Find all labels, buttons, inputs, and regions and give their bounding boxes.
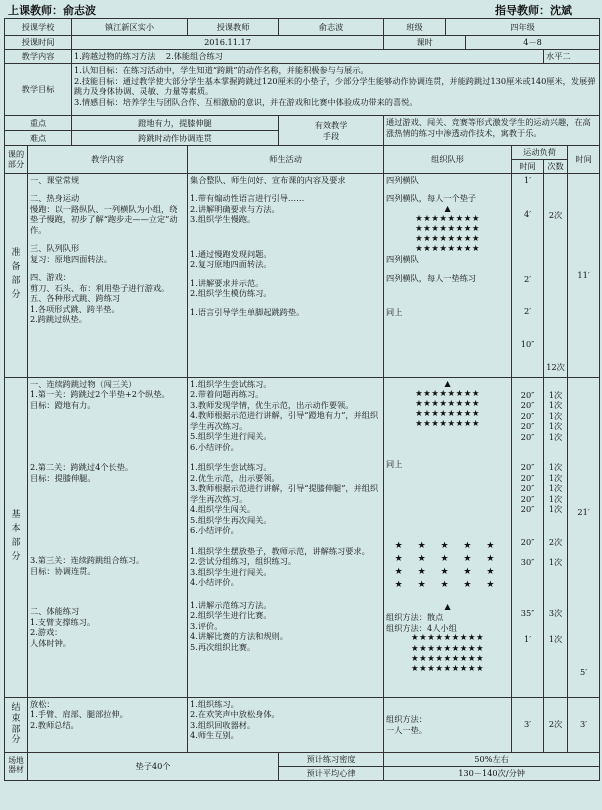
end-formation bbox=[384, 697, 512, 752]
basic-content-line: 2.第二关：跨跳过4个长垫。 bbox=[30, 462, 134, 472]
basic-activity-line: 2.优生示范，出示要领。 bbox=[190, 472, 280, 483]
col-activity: 师生活动 bbox=[188, 146, 384, 174]
basic-activity-line: 2.带着问题再练习。 bbox=[190, 389, 264, 399]
basic-content-line: 1.支臂支撑练习。 bbox=[30, 616, 96, 627]
load-count: 1次 bbox=[548, 421, 563, 431]
load-count: 1次 bbox=[548, 389, 563, 400]
content-label: 教学内容 bbox=[5, 50, 72, 64]
basic-activity-line: 1.组织学生尝试练习。 bbox=[190, 462, 272, 472]
basic-activity-line: 4.讲解比赛的方法和规则。 bbox=[190, 631, 288, 641]
load-time: 1′ bbox=[524, 174, 532, 185]
basic-activity-line: 2.尝试分组练习，组织练习。 bbox=[190, 556, 297, 566]
period-value: 4－8 bbox=[466, 36, 600, 50]
load-time: 2′ bbox=[524, 273, 532, 284]
prep-activity-line: 1.讲解要求并示范。 bbox=[190, 277, 264, 288]
col-load-time: 时间 bbox=[512, 160, 544, 174]
grade-value: 四年级 bbox=[446, 19, 600, 36]
teacher-label: 授课教师 bbox=[188, 19, 279, 36]
basic-activity-line: 3.教师根据示范进行讲解，引导“提膝伸腿”，并组织学生再次练习。 bbox=[190, 483, 379, 504]
basic-load-time bbox=[512, 377, 544, 697]
goals-text bbox=[72, 64, 600, 116]
load-count: 1次 bbox=[548, 557, 563, 567]
load-time: 20″ bbox=[520, 493, 535, 504]
load-time: 20″ bbox=[520, 389, 535, 400]
station-stars-icon: ★ ★ ★ ★ ★ ★ ★ ★ ★ ★ ★ ★ ★ ★ ★ ★ ★ ★ ★ ★ bbox=[394, 540, 501, 591]
load-time: 20″ bbox=[520, 483, 535, 493]
prep-activity-line: 1.通过慢跑发现问题。 bbox=[190, 248, 272, 259]
prep-content-line: 慢跑：以一路纵队、一列横队为小组，绕垫子慢跑，初步了解“跑步走——立定”动作。 bbox=[30, 203, 178, 235]
basic-content-line: 目标：协调连贯。 bbox=[30, 565, 96, 576]
grade-label: 班级 bbox=[384, 19, 446, 36]
teacher-triangle-icon: ▲ bbox=[444, 203, 451, 213]
prep-content-line: 二、热身运动 bbox=[30, 193, 80, 203]
goal-2: 2.技能目标：通过教学使大部分学生基本掌握跨跳过120厘米的小垫子，少部分学生能够动作协调连贯，并能跨跳过130厘米或140厘米，发展弹跳力及身体协调、灵敏、力量等素质。 bbox=[74, 75, 596, 96]
prep-activity-line: 1.语言引导学生单脚起跳跨垫。 bbox=[190, 306, 305, 317]
load-time: 20″ bbox=[520, 410, 535, 421]
col-load-count: 次数 bbox=[544, 160, 568, 174]
load-count: 3次 bbox=[548, 607, 563, 618]
basic-activity-line: 4.组织学生闯关。 bbox=[190, 504, 256, 514]
total-time: 21′ bbox=[577, 506, 590, 517]
basic-total-time bbox=[568, 377, 600, 697]
basic-activity-line: 3.组织学生进行闯关。 bbox=[190, 566, 272, 577]
prep-formation-line: 四列横队，每人一个垫子 bbox=[386, 193, 477, 203]
basic-content-line: 一、连续跨跳过物（闯三关） bbox=[30, 378, 137, 389]
prep-content-line: 复习：原地四面转法。 bbox=[30, 253, 112, 264]
student-grid-icon: ★★★★★★★★ ★★★★★★★★ ★★★★★★★★ ★★★★★★★★ bbox=[415, 388, 481, 430]
info-row-2 bbox=[5, 36, 600, 50]
end-load-time: 3′ bbox=[512, 697, 544, 752]
school-label: 授课学校 bbox=[5, 19, 72, 36]
prep-formation-line: 四列横队 bbox=[386, 254, 419, 265]
goals-row bbox=[5, 64, 600, 116]
load-time: 20″ bbox=[520, 421, 535, 431]
prep-activity-line: 集合整队、师生问好、宣布课的内容及要求 bbox=[190, 174, 346, 185]
prep-content-line: 剪刀、石头、布：利用垫子进行游戏。 bbox=[30, 282, 170, 293]
goal-1: 1.认知目标：在练习活动中，学生知道“跨跳”的动作名称，并能积极参与与展示。 bbox=[74, 65, 369, 75]
end-activity-line: 1.组织练习。 bbox=[190, 698, 239, 709]
load-count: 1次 bbox=[548, 431, 563, 442]
density-label: 预计练习密度 bbox=[279, 752, 384, 766]
load-count: 1次 bbox=[548, 410, 563, 421]
load-count: 1次 bbox=[548, 493, 563, 504]
col-header-row-1 bbox=[5, 146, 600, 160]
end-activity-line: 3.组织回收器材。 bbox=[190, 719, 256, 730]
basic-formation bbox=[384, 377, 512, 697]
load-time: 2′ bbox=[524, 306, 532, 316]
venue-label: 场地 器材 bbox=[5, 752, 28, 780]
teacher-triangle-icon: ▲ bbox=[444, 378, 451, 388]
basic-label: 基 本 部 分 bbox=[5, 377, 28, 697]
basic-activity-line: 5.再次组织比赛。 bbox=[190, 641, 256, 652]
basic-content-line: 1.第一关：跨跳过2个半垫+2个纵垫。 bbox=[30, 389, 170, 399]
col-total-time: 时间 bbox=[568, 146, 600, 174]
end-total-time: 3′ bbox=[568, 697, 600, 752]
info-row-1 bbox=[5, 19, 600, 36]
basic-content-line: 目标：提膝伸腿。 bbox=[30, 472, 96, 483]
load-count: 1次 bbox=[548, 400, 563, 410]
load-time: 30″ bbox=[520, 557, 535, 567]
basic-load-count bbox=[544, 377, 568, 697]
key-label: 重点 bbox=[5, 116, 72, 131]
difficulty-label: 难点 bbox=[5, 131, 72, 146]
basic-formation-line: 组织方法：散点 bbox=[386, 612, 444, 623]
prep-content-line: 1.各项形式跳、跨半垫。 bbox=[30, 303, 120, 314]
basic-formation-same: 同上 bbox=[386, 459, 403, 470]
key-row bbox=[5, 116, 600, 131]
col-load: 运动负荷 bbox=[512, 146, 568, 160]
time-label: 授课时间 bbox=[5, 36, 72, 50]
prep-content-line: 三、队列队形 bbox=[30, 243, 80, 253]
basic-activity-line: 4.小结评价。 bbox=[190, 577, 239, 587]
basic-formation-line: 组织方法：4人小组 bbox=[386, 622, 457, 633]
load-time: 20″ bbox=[520, 536, 535, 547]
end-activity bbox=[188, 697, 384, 752]
density-value: 50%左右 bbox=[384, 752, 600, 766]
prep-formation bbox=[384, 173, 512, 377]
load-time: 20″ bbox=[520, 462, 535, 472]
content-value: 1.跨越过物的练习方法 2.体能组合练习 bbox=[72, 50, 544, 64]
prep-content-line: 五、各种形式跳、跨练习 bbox=[30, 293, 121, 303]
load-time: 20″ bbox=[520, 472, 535, 483]
methods-text: 通过游戏、闯关、竞赛等形式激发学生的运动兴趣，在高涨热情的练习中渗透动作技术，寓教于乐。 bbox=[384, 116, 600, 146]
prep-content bbox=[28, 173, 188, 377]
venue-value: 垫子40个 bbox=[28, 752, 279, 780]
prep-load-time bbox=[512, 173, 544, 377]
prep-content-line: 2.跨跳过纵垫。 bbox=[30, 314, 87, 324]
difficulty-text: 跨跳时动作协调连贯 bbox=[72, 131, 279, 146]
basic-row bbox=[5, 377, 600, 697]
prep-content-line: 一、课堂常规 bbox=[30, 174, 80, 185]
col-formation: 组织队形 bbox=[384, 146, 512, 174]
end-activity-line: 4.师生互别。 bbox=[190, 730, 239, 740]
end-content-line: 放松： bbox=[30, 698, 55, 709]
prep-activity-line: 1.带有煽动性语言进行引导…… bbox=[190, 193, 305, 203]
basic-activity bbox=[188, 377, 384, 697]
prep-content-line: 四、游戏： bbox=[30, 272, 71, 282]
col-content: 教学内容 bbox=[28, 146, 188, 174]
basic-activity-line: 2.组织学生进行比赛。 bbox=[190, 610, 272, 620]
end-label: 结 束 部 分 bbox=[5, 697, 28, 752]
supervisor-heading: 指导教师：沈斌 bbox=[495, 4, 572, 17]
teacher-value: 俞志波 bbox=[279, 19, 384, 36]
basic-activity-line: 1.组织学生尝试练习。 bbox=[190, 378, 272, 389]
basic-activity-line: 5.组织学生进行闯关。 bbox=[190, 431, 272, 441]
teacher-heading: 上课教师：俞志波 bbox=[8, 4, 96, 17]
load-time: 35″ bbox=[520, 607, 535, 618]
goal-3: 3.情感目标：培养学生与团队合作、互相激励的意识，并在游戏和比赛中体验成功带来的喜悦。 bbox=[74, 96, 418, 107]
load-time: 1′ bbox=[524, 634, 532, 644]
basic-content-line: 人体时钟。 bbox=[30, 637, 71, 648]
basic-activity-line: 4.教师根据示范进行讲解，引导“蹬地有力”，并组织学生再次练习。 bbox=[190, 410, 379, 431]
basic-content-line: 目标：蹬地有力。 bbox=[30, 399, 96, 410]
prep-activity-line: 3.组织学生慢跑。 bbox=[190, 214, 256, 224]
prep-row bbox=[5, 173, 600, 377]
basic-content-line: 2.游戏： bbox=[30, 627, 63, 637]
period-label: 课时 bbox=[384, 36, 466, 50]
date-value: 2016.11.17 bbox=[72, 36, 384, 50]
student-grid-icon: ★★★★★★★★ ★★★★★★★★ ★★★★★★★★ ★★★★★★★★ bbox=[415, 213, 481, 255]
load-count: 2次 bbox=[548, 536, 563, 547]
load-time: 20″ bbox=[520, 431, 535, 442]
key-text: 蹬地有力，提膝伸腿 bbox=[72, 116, 279, 131]
end-content bbox=[28, 697, 188, 752]
prep-total-time: 11′ bbox=[568, 173, 600, 377]
basic-content-line: 二、体能练习 bbox=[30, 606, 80, 616]
load-time: 20″ bbox=[520, 400, 535, 410]
end-formation-line: 组织方法： bbox=[386, 714, 427, 724]
load-count: 1次 bbox=[548, 462, 563, 472]
total-time: 5′ bbox=[580, 667, 588, 677]
prep-label: 准 备 部 分 bbox=[5, 173, 28, 377]
basic-activity-line: 1.讲解示范练习方法。 bbox=[190, 599, 272, 610]
load-count: 2次 bbox=[548, 209, 563, 220]
prep-formation-line: 同上 bbox=[386, 307, 403, 318]
basic-activity-line: 1.组织学生摆放垫子，教师示范，讲解练习要求。 bbox=[190, 545, 370, 556]
level-value: 水平二 bbox=[544, 50, 600, 64]
load-time: 10″ bbox=[520, 338, 535, 349]
basic-activity-line: 3.教师发现学情，优生示范，出示动作要领。 bbox=[190, 399, 354, 410]
page-header bbox=[0, 0, 602, 18]
end-load-count: 2次 bbox=[544, 697, 568, 752]
basic-activity-line: 5.组织学生再次闯关。 bbox=[190, 514, 272, 525]
load-count: 1次 bbox=[548, 634, 563, 644]
basic-activity-line: 6.小结评价。 bbox=[190, 441, 239, 452]
prep-activity-line: 2.复习原地四面转法。 bbox=[190, 259, 272, 269]
info-row-3 bbox=[5, 50, 600, 64]
load-count: 1次 bbox=[548, 483, 563, 493]
student-grid-icon: ★★★★★★★★★ ★★★★★★★★★ ★★★★★★★★★ ★★★★★★★★★ bbox=[411, 633, 485, 674]
footer-row-1 bbox=[5, 752, 600, 766]
load-count: 1次 bbox=[548, 472, 563, 483]
prep-activity bbox=[188, 173, 384, 377]
end-activity-line: 2.在欢笑声中放松身体。 bbox=[190, 709, 280, 719]
end-formation-line: 一人一垫。 bbox=[386, 724, 427, 735]
basic-activity-line: 3.评价。 bbox=[190, 620, 223, 631]
col-part: 课的 部分 bbox=[5, 146, 28, 174]
load-time: 20″ bbox=[520, 504, 535, 514]
basic-activity-line: 6.小结评价。 bbox=[190, 525, 239, 535]
load-count: 12次 bbox=[546, 362, 565, 372]
teacher-triangle-icon: ▲ bbox=[444, 602, 451, 612]
basic-content bbox=[28, 377, 188, 697]
prep-activity-line: 2.讲解明确要求与方法。 bbox=[190, 203, 280, 214]
goals-label: 教学目标 bbox=[5, 64, 72, 116]
prep-formation-line: 四列横队 bbox=[386, 174, 419, 185]
load-time: 4′ bbox=[524, 209, 532, 219]
end-row bbox=[5, 697, 600, 752]
end-content-line: 2.教师总结。 bbox=[30, 719, 79, 730]
heart-label: 预计平均心律 bbox=[279, 766, 384, 780]
load-count: 1次 bbox=[548, 504, 563, 514]
methods-label: 有效教学 手段 bbox=[279, 116, 384, 146]
heart-value: 130－140次/分钟 bbox=[384, 766, 600, 780]
school-value: 镇江新区实小 bbox=[72, 19, 188, 36]
end-content-line: 1.手臂、肩部、腿部拉伸。 bbox=[30, 709, 128, 719]
prep-load-count bbox=[544, 173, 568, 377]
prep-formation-line: 四列横队，每人一垫练习 bbox=[386, 272, 477, 283]
basic-content-line: 3.第三关：连续跨跳组合练习。 bbox=[30, 555, 145, 565]
prep-activity-line: 2.组织学生模仿练习。 bbox=[190, 288, 272, 298]
lesson-plan-table bbox=[4, 18, 600, 781]
